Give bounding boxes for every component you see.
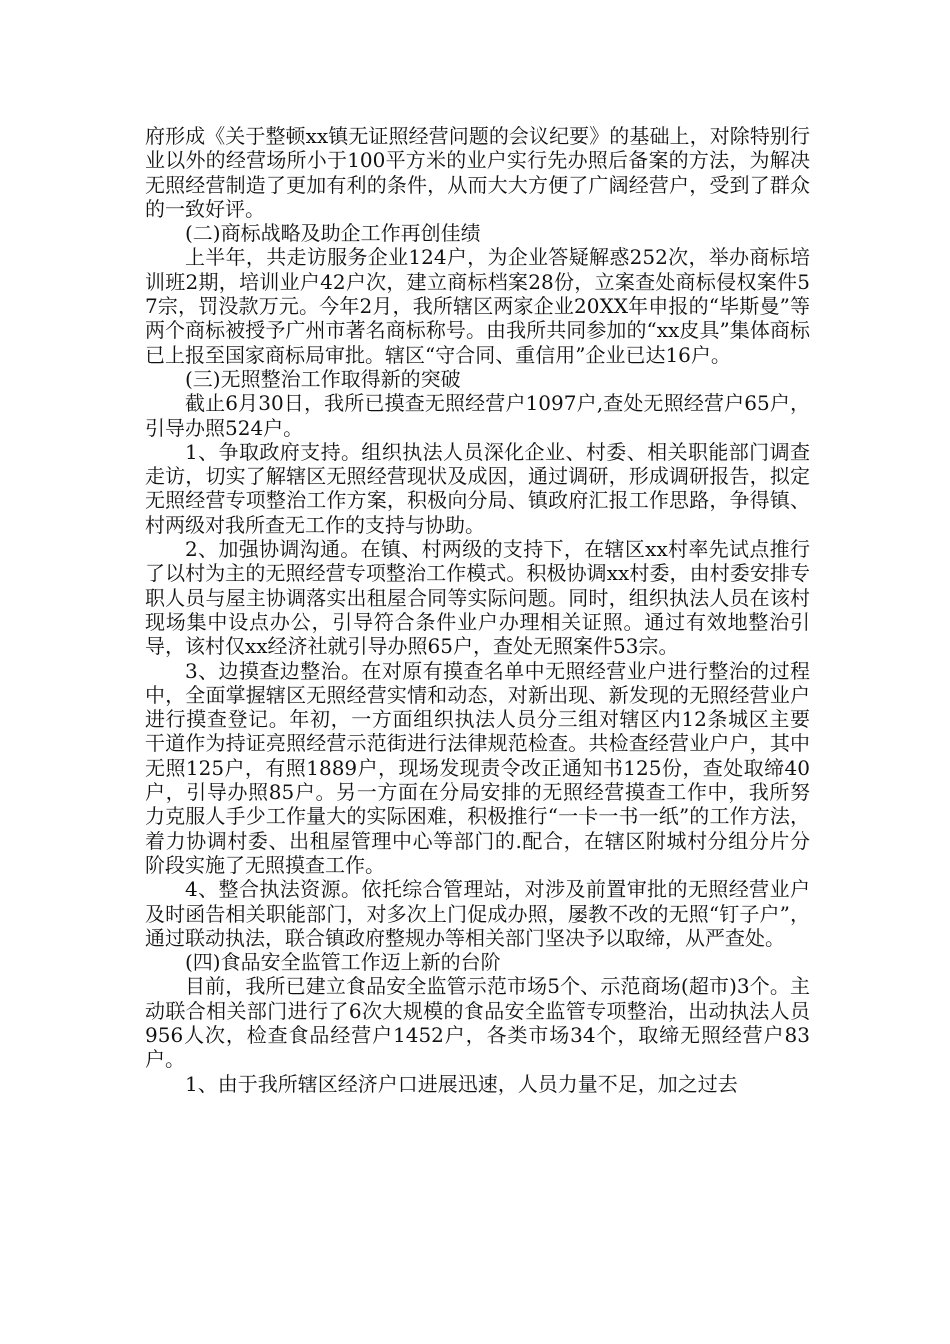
paragraph-item-4: 4、整合执法资源。依托综合管理站，对涉及前置审批的无照经营业户及时函告相关职能部门，对多次上门促成办照，屡教不改的无照“钉子户”，通过联动执法，联合镇政府整规办等相关部门坚决予以取缔，从严查处。 — [145, 877, 810, 950]
section-heading-unlicensed: (三)无照整治工作取得新的突破 — [185, 366, 461, 391]
paragraph-item-3: 3、边摸查边整治。在对原有摸查名单中无照经营业户进行整治的过程中，全面掌握辖区无照经营实情和动态，对新出现、新发现的无照经营业户进行摸查登记。年初，一方面组织执法人员分三组对辖区内12条城区主要干道作为持证亮照经营示范街进行法律规范检查。共检查经营业户户，其中无照125户，有照1889户，现场发现责令改正通知书125份，查处取缔40户，引导办照85户。另一方面在分局安排的无照经营摸查工作中，我所努力克服人手少工作量大的实际困难，积极推行“一卡一书一纸”的工作方法，着力协调村委、出租屋管理中心等部门的.配合，在辖区附城村分组分片分阶段实施了无照摸查工作。 — [145, 658, 810, 877]
paragraph-item-1: 1、争取政府支持。组织执法人员深化企业、村委、相关职能部门调查走访，切实了解辖区无照经营现状及成因，通过调研，形成调研报告，拟定无照经营专项整治工作方案，积极向分局、镇政府汇报工作思路，争得镇、村两级对我所查无工作的支持与协助。 — [145, 439, 810, 537]
paragraph-food-item-1: 1、由于我所辖区经济户口进展迅速，人员力量不足，加之过去 — [185, 1071, 738, 1096]
paragraph-item-2: 2、加强协调沟通。在镇、村两级的支持下，在辖区xx村率先试点推行了以村为主的无照经营专项整治工作模式。积极协调xx村委，由村委安排专职人员与屋主协调落实出租屋合同等实际问题。同时，组织执法人员在该村现场集中设点办公，引导符合条件业户办理相关证照。通过有效地整治引导，该村仅xx经济社就引导办照65户，查处无照案件53宗。 — [145, 537, 810, 659]
document-page — [145, 124, 810, 1096]
paragraph-continued-intro: 府形成《关于整顿xx镇无证照经营问题的会议纪要》的基础上，对除特别行业以外的经营场所小于100平方米的业户实行先办照后备案的方法，为解决无照经营制造了更加有利的条件，从而大大方便了广阔经营户，受到了群众的一致好评。 — [145, 124, 810, 221]
paragraph-food-safety: 目前，我所已建立食品安全监管示范市场5个、示范商场(超市)3个。主动联合相关部门进行了6次大规模的食品安全监管专项整治，出动执法人员956人次，检查食品经营户1452户，各类市场34个，取缔无照经营户83户。 — [145, 974, 810, 1072]
section-heading-food-safety: (四)食品安全监管工作迈上新的台阶 — [185, 950, 501, 975]
paragraph-trademark: 上半年，共走访服务企业124户，为企业答疑解惑252次，举办商标培训班2期，培训业户42户次，建立商标档案28份，立案查处商标侵权案件57宗，罚没款万元。今年2月，我所辖区两家企业20XX年申报的“毕斯曼”等两个商标被授予广州市著名商标称号。由我所共同参加的“xx皮具”集体商标已上报至国家商标局审批。辖区“守合同、重信用”企业已达16户。 — [145, 245, 810, 367]
paragraph-unlicensed-summary: 截止6月30日，我所已摸查无照经营户1097户,查处无照经营户65户，引导办照524户。 — [145, 391, 810, 440]
section-heading-trademark: (二)商标战略及助企工作再创佳绩 — [185, 221, 481, 246]
